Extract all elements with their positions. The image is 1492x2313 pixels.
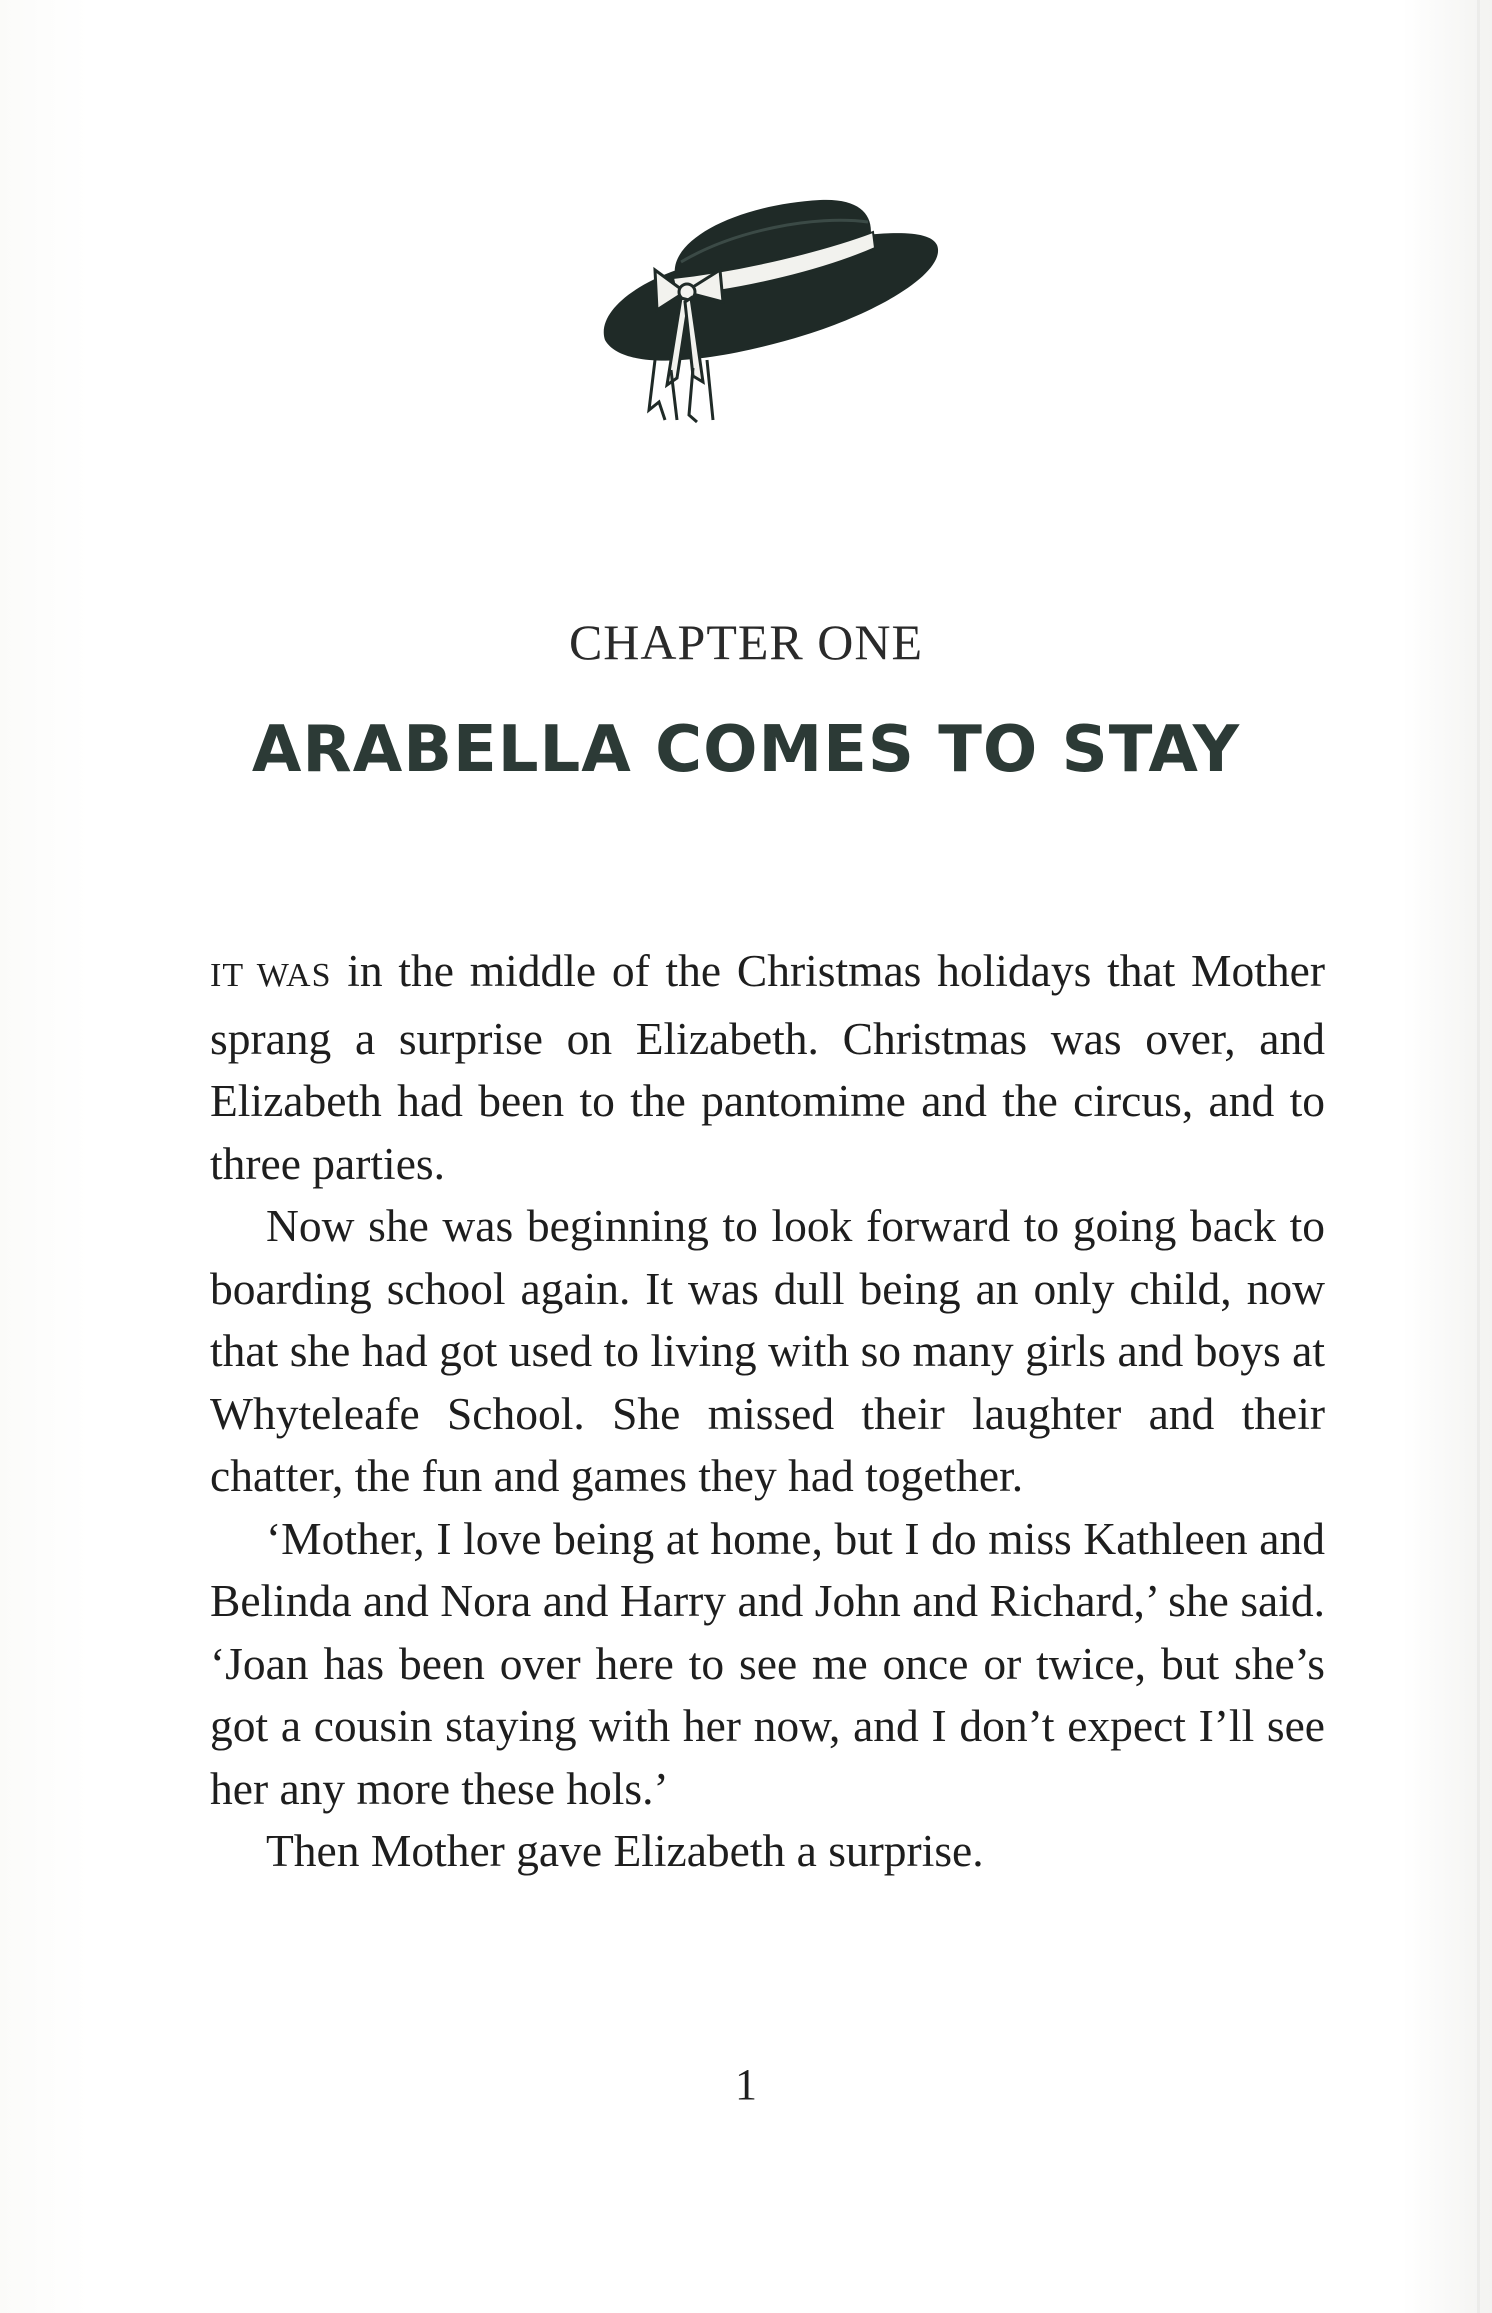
page-number: 1 (735, 2060, 757, 2109)
chapter-label: CHAPTER ONE (568, 614, 924, 670)
paragraph (210, 940, 1325, 1195)
boater-hat-icon (585, 170, 955, 430)
paragraph: ‘Mother, I love being at home, but I do miss Kathleen and Belinda and Nora and Harry and John and Richard,’ she said. ‘Joan has been over here to see me once or twice, but she’s got a cousin staying with her now, and I don’t expect I’ll see her any more these hols.’ (210, 1512, 1325, 1814)
paragraph-text: in the middle of the Christmas holidays that Mother sprang a surprise on Elizabeth. Christmas was over, and Elizabeth had been to the pantomime and the circus, and to three parties. (210, 945, 1325, 1189)
paragraph: Now she was beginning to look forward to going back to boarding school again. It was dull being an only child, now that she had got used to living with so many girls and boys at Whyteleafe School. She missed their laughter and their chatter, the fun and games they had together. (210, 1200, 1325, 1501)
chapter-body (210, 940, 1325, 1883)
paragraph: Then Mother gave Elizabeth a surprise. (266, 1825, 984, 1876)
chapter-title: ARABELLA COMES TO STAY (251, 713, 1241, 787)
opening-smallcaps: IT WAS (210, 957, 332, 994)
page-edge (1477, 0, 1480, 2313)
